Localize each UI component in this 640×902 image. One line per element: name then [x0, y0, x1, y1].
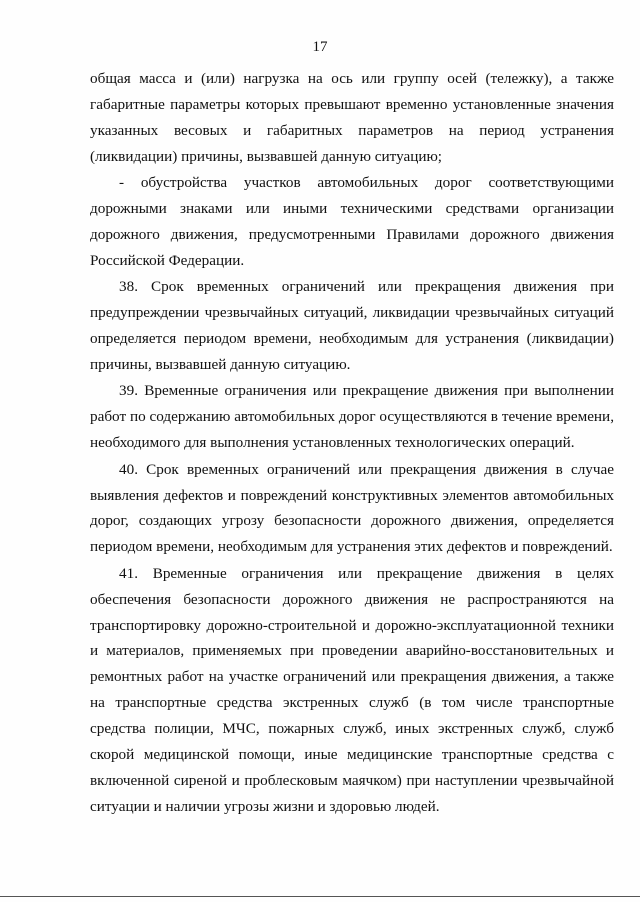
paragraph-item-38: 38. Срок временных ограничений или прекращения движения при предупреждении чрезвычайных ситуаций, ликвидации чрезвычайных ситуаций определяется периодом времени, необходимым для устранения (ликвидации) причины, вызвавшей данную ситуацию.	[90, 278, 614, 373]
paragraph-continuation: общая масса и (или) нагрузка на ось или группу осей (тележку), а также габаритные параметры которых превышают временно установленные значения указанных весовых и габаритных параметров на период устранения (ликвидации) причины, вызвавшей данную ситуацию;	[90, 70, 614, 165]
bottom-divider	[0, 896, 640, 897]
paragraph-item-41: 41. Временные ограничения или прекращение движения в целях обеспечения безопасности дорожного движения не распространяются на транспортировку дорожно-строительной и дорожно-эксплуатационной техники и материалов, применяемых при проведении аварийно-восстановительных и ремонтных работ на участке ограничений или прекращения движения, а также на транспортные средства экстренных служб (в том числе транспортные средства полиции, МЧС, пожарных служб, иных экстренных служб, служб скорой медицинской помощи, иные медицинские транспортные средства с включенной сиреной и проблесковым маячком) при наступлении чрезвычайной ситуации и наличии угрозы жизни и здоровью людей.	[90, 564, 614, 815]
document-body	[90, 66, 614, 820]
paragraph-item-39: 39. Временные ограничения или прекращение движения при выполнении работ по содержанию автомобильных дорог осуществляются в течение времени, необходимого для выполнения установленных технологических операций.	[90, 382, 614, 452]
paragraph-item-40: 40. Срок временных ограничений или прекращения движения в случае выявления дефектов и повреждений конструктивных элементов автомобильных дорог, создающих угрозу безопасности дорожного движения, определяется периодом времени, необходимым для устранения этих дефектов и повреждений.	[90, 460, 614, 556]
page-number: 17	[312, 39, 328, 55]
paragraph-list-item: - обустройства участков автомобильных дорог соответствующими дорожными знаками или иными техническими средствами организации дорожного движения, предусмотренными Правилами дорожного движения Российской Федерации.	[90, 174, 614, 269]
